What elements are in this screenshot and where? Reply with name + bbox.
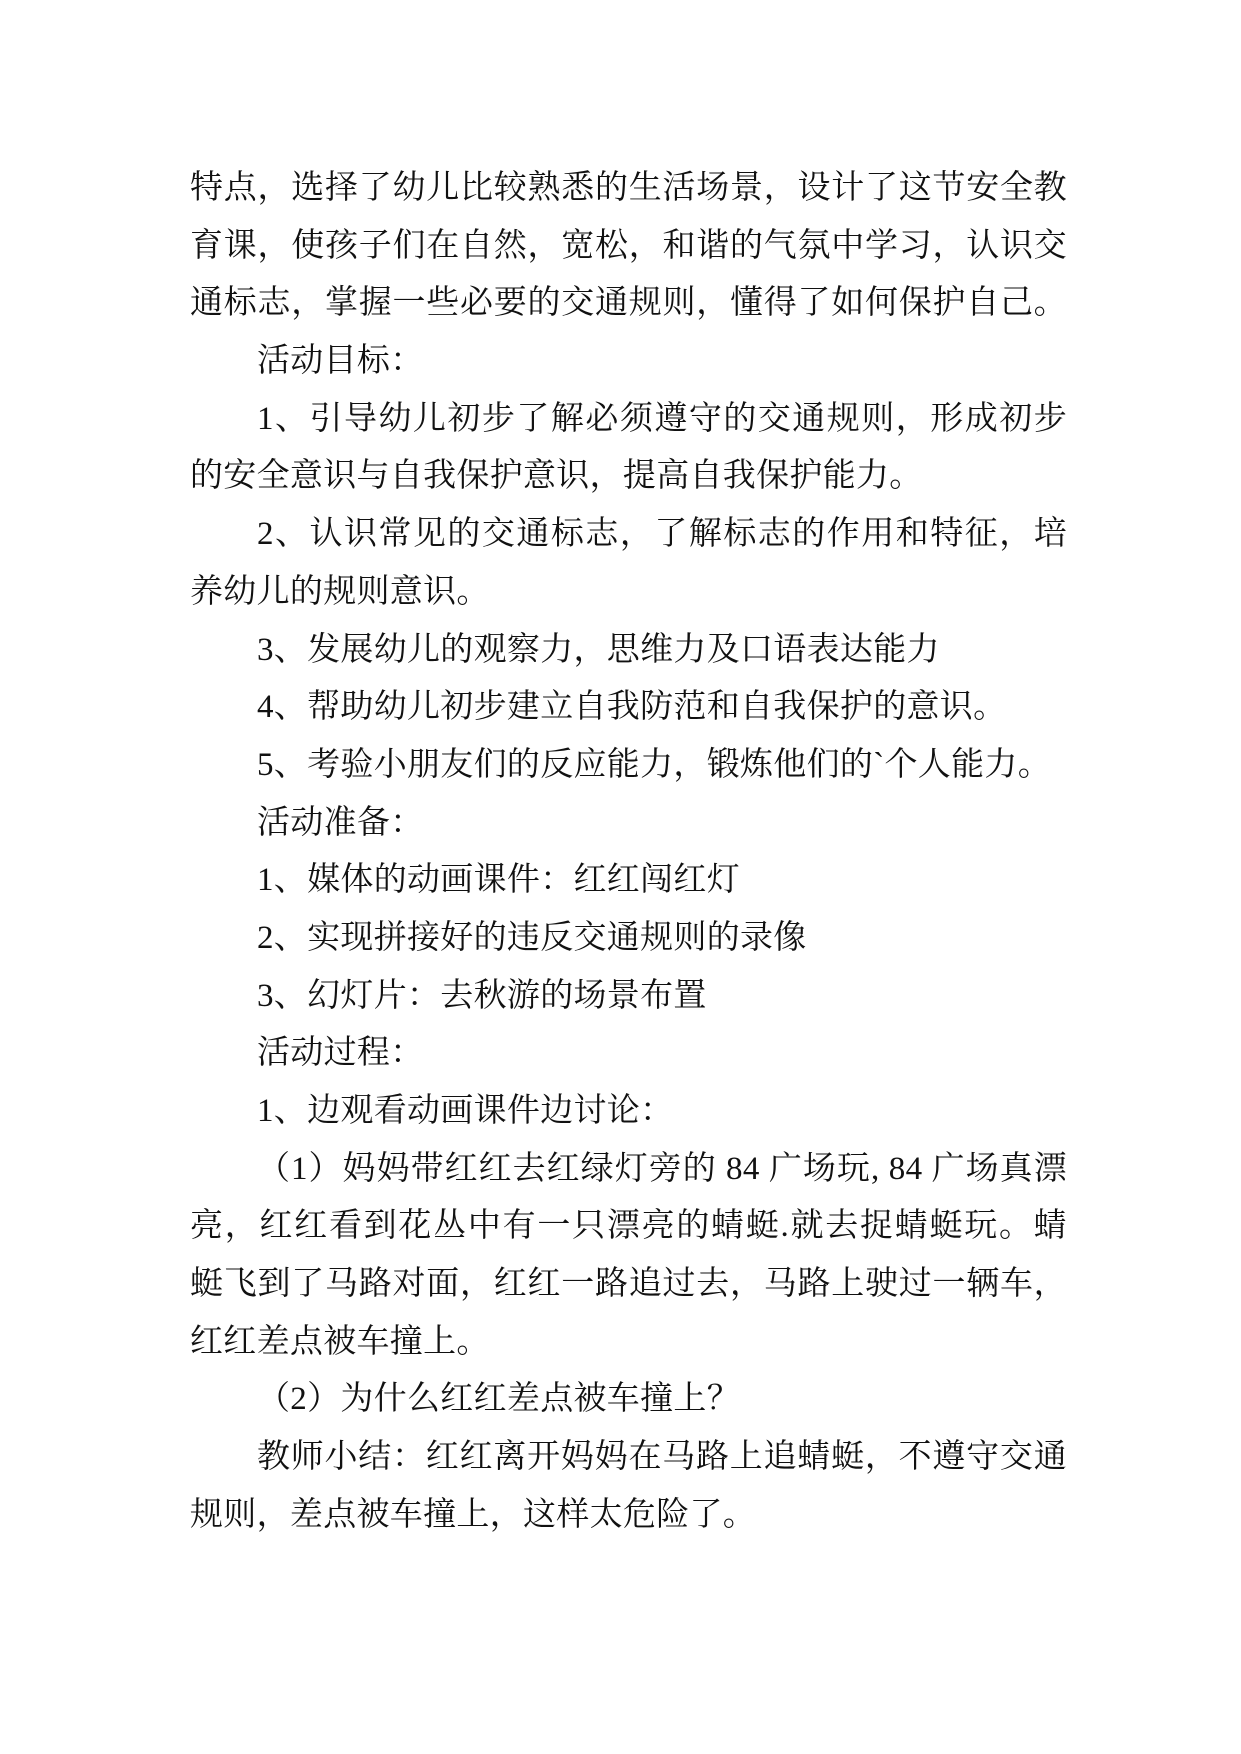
paragraph-line: 红红差点被车撞上。 <box>190 1323 490 1360</box>
preparation-item-2: 2、实现拼接好的违反交通规则的录像 <box>257 919 807 956</box>
heading-activity-process: 活动过程： <box>257 1035 424 1072</box>
paragraph-line: 养幼儿的规则意识。 <box>190 573 490 610</box>
document-text-block <box>190 160 1067 1545</box>
teacher-summary-line: 规则，差点被车撞上，这样太危险了。 <box>190 1496 757 1533</box>
teacher-summary-line: 教师小结：红红离开妈妈在马路上追蜻蜓，不遵守交通 <box>257 1439 1067 1476</box>
process-sub-item-1: （1）妈妈带红红去红绿灯旁的 84 广场玩, 84 广场真漂 <box>257 1150 1067 1187</box>
heading-activity-preparation: 活动准备： <box>257 804 424 841</box>
goal-item-2: 2、认识常见的交通标志，了解标志的作用和特征，培 <box>257 516 1067 553</box>
goal-item-5: 5、考验小朋友们的反应能力，锻炼他们的`个人能力。 <box>257 746 1051 783</box>
heading-activity-goals: 活动目标： <box>257 343 424 380</box>
preparation-item-1: 1、媒体的动画课件：红红闯红灯 <box>257 862 740 899</box>
paragraph-line: 蜓飞到了马路对面，红红一路追过去，马路上驶过一辆车， <box>190 1266 1067 1303</box>
goal-item-3: 3、发展幼儿的观察力，思维力及口语表达能力 <box>257 631 940 668</box>
paragraph-line: 通标志，掌握一些必要的交通规则，懂得了如何保护自己。 <box>190 285 1067 322</box>
process-item-1: 1、边观看动画课件边讨论： <box>257 1093 674 1129</box>
process-sub-item-2: （2）为什么红红差点被车撞上？ <box>257 1381 740 1418</box>
paragraph-line: 的安全意识与自我保护意识，提高自我保护能力。 <box>190 458 923 495</box>
goal-item-1: 1、引导幼儿初步了解必须遵守的交通规则，形成初步 <box>257 400 1067 437</box>
paragraph-line: 特点，选择了幼儿比较熟悉的生活场景，设计了这节安全教 <box>190 170 1067 206</box>
preparation-item-3: 3、幻灯片：去秋游的场景布置 <box>257 977 707 1014</box>
goal-item-4: 4、帮助幼儿初步建立自我防范和自我保护的意识。 <box>257 689 1007 726</box>
paragraph-line: 育课，使孩子们在自然，宽松，和谐的气氛中学习，认识交 <box>190 227 1067 264</box>
paragraph-line: 亮，红红看到花丛中有一只漂亮的蜻蜓.就去捉蜻蜓玩。蜻 <box>190 1208 1067 1245</box>
